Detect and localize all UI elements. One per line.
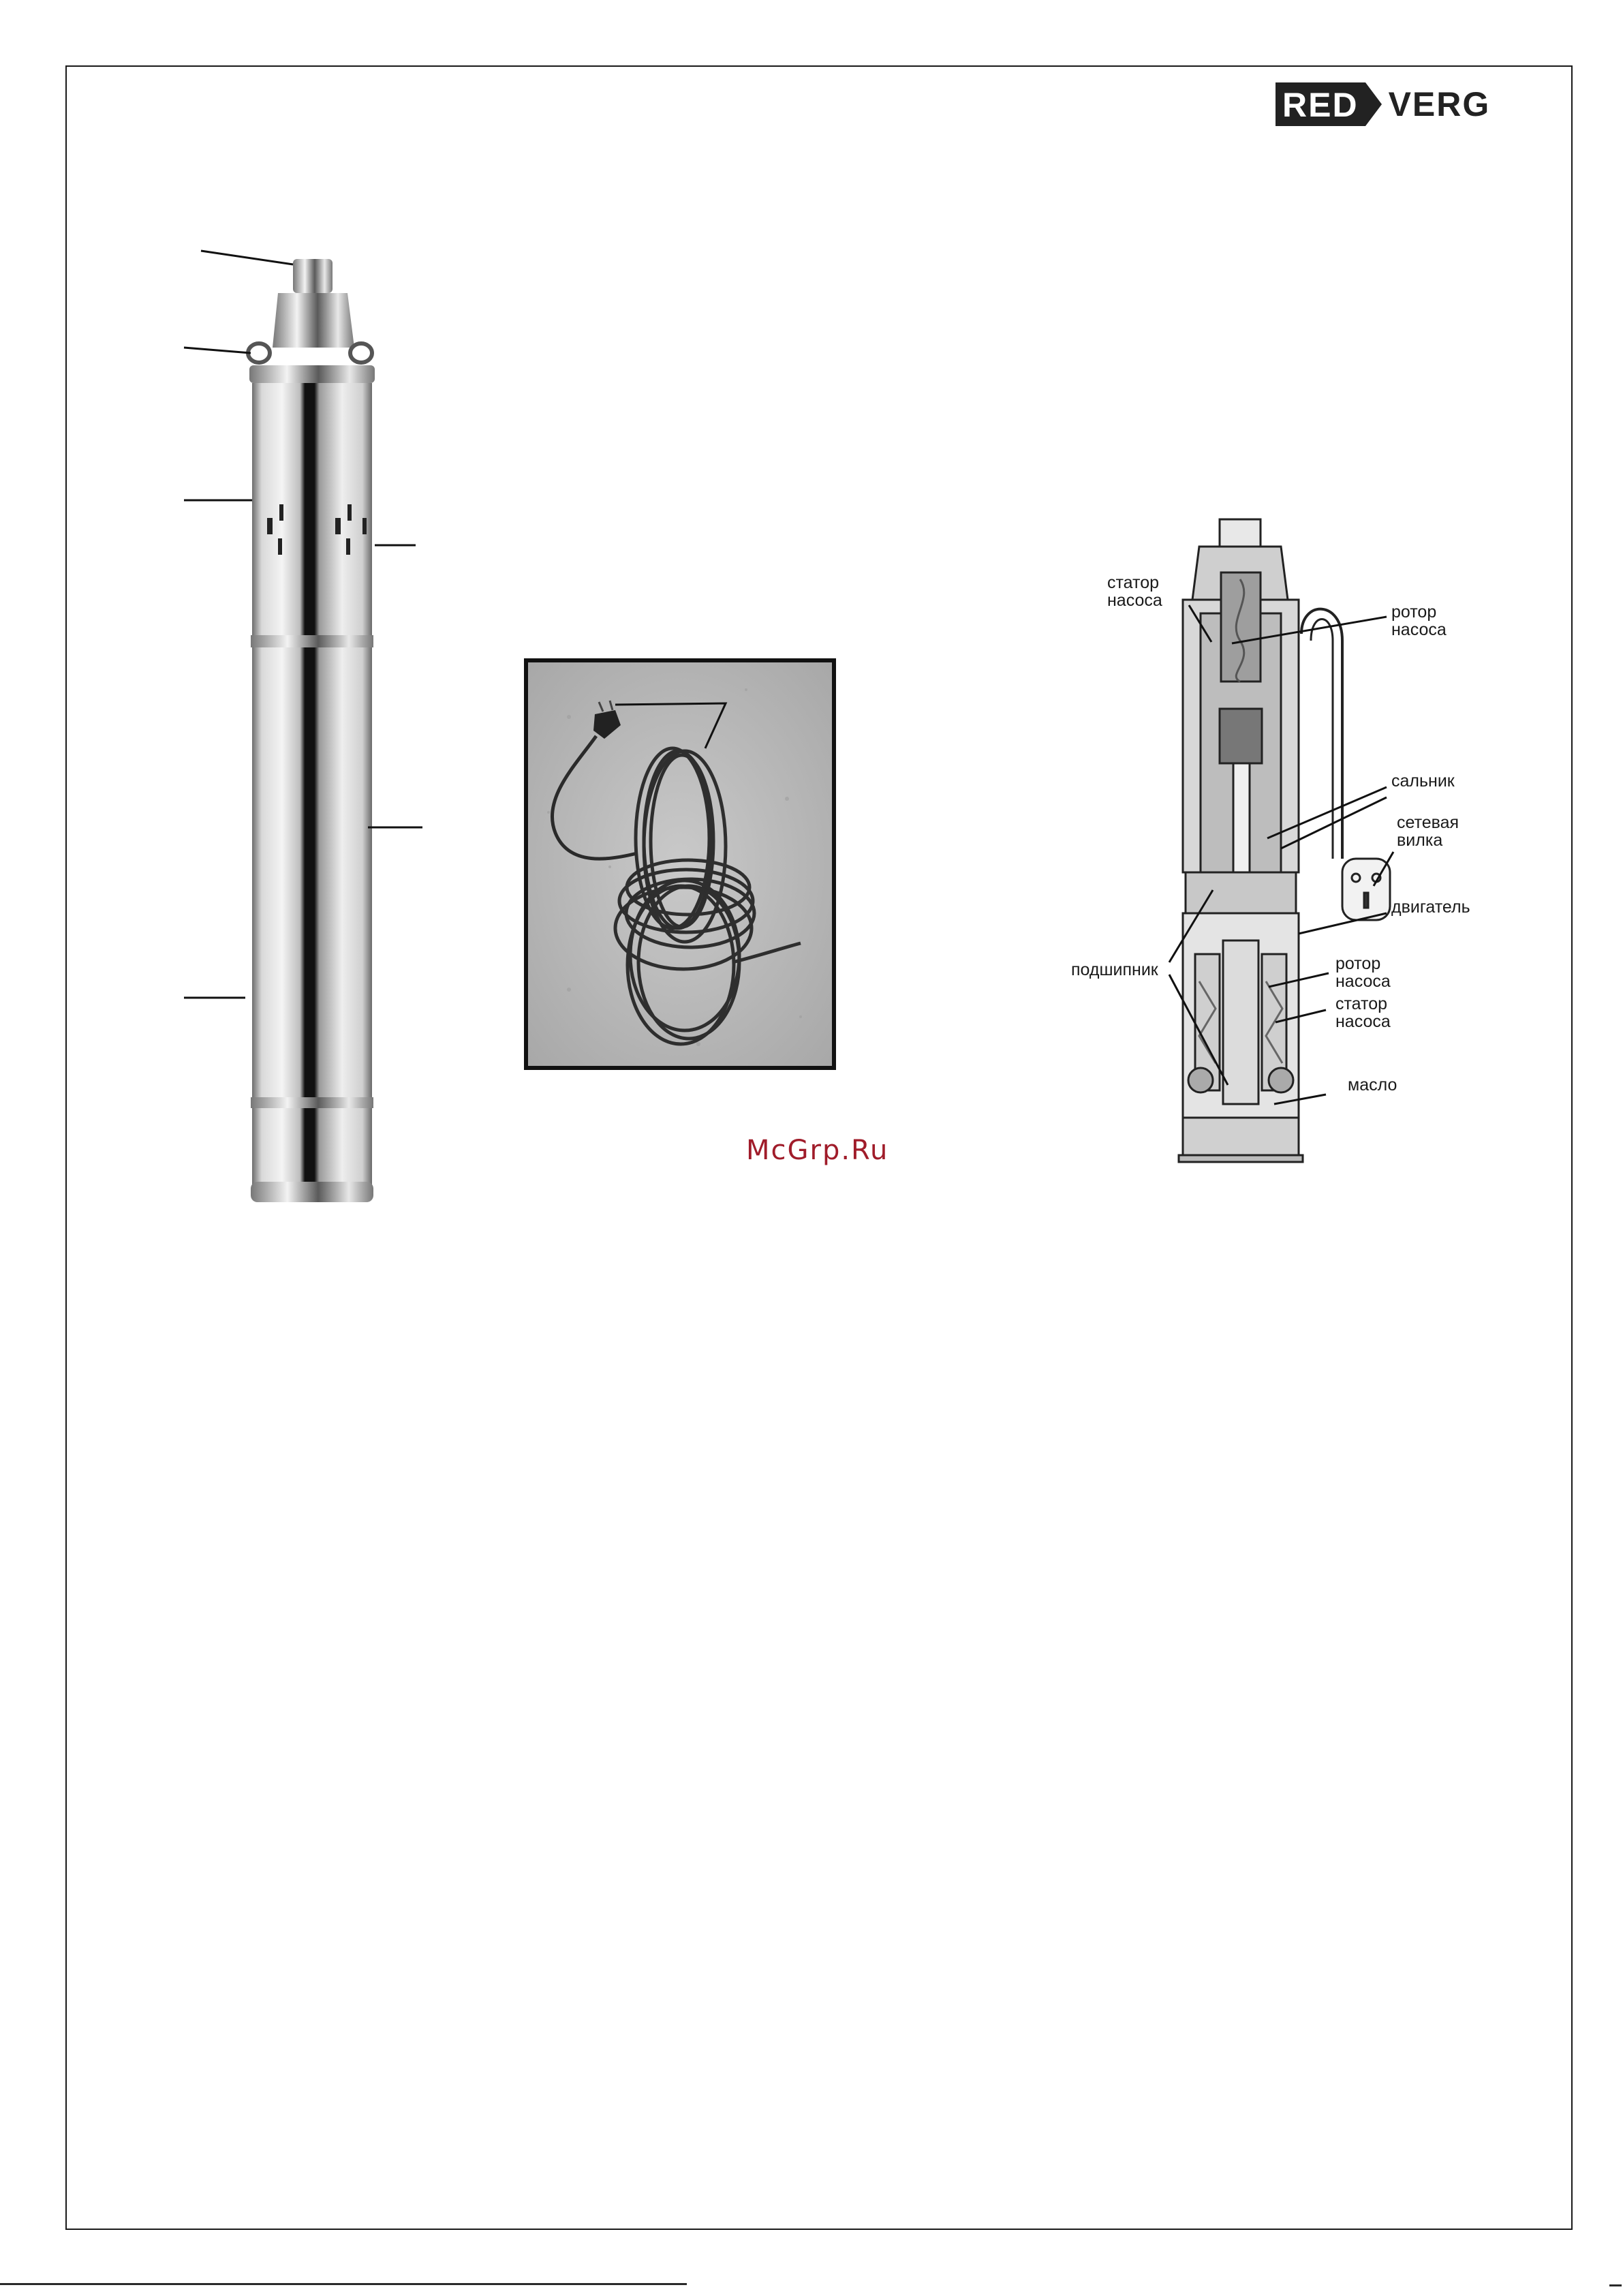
label-plug-2: вилка — [1397, 831, 1443, 850]
label-rotor-motor-2: насоса — [1335, 972, 1391, 991]
label-rotor-pump-top-1: ротор — [1391, 602, 1437, 622]
label-gland: сальник — [1391, 771, 1455, 791]
footer-rule — [0, 2283, 687, 2285]
logo-verg-part: VERG — [1388, 85, 1491, 123]
label-stator-motor-2: насоса — [1335, 1012, 1391, 1031]
label-rotor-motor-1: ротор — [1335, 954, 1381, 973]
cable-coil-illustration — [528, 662, 832, 1066]
label-motor: двигатель — [1391, 898, 1470, 917]
label-stator-motor-1: статор — [1335, 994, 1388, 1013]
footer-tick — [1609, 2284, 1622, 2286]
label-stator-pump-top-2: насоса — [1107, 591, 1162, 610]
logo-red-part: RED — [1276, 82, 1365, 126]
cable-plug-photo — [524, 658, 836, 1070]
label-stator-pump-top-1: статор — [1107, 573, 1160, 592]
watermark-text: McGrp.Ru — [746, 1135, 889, 1166]
label-rotor-pump-top-2: насоса — [1391, 620, 1447, 639]
pump-photo — [157, 232, 450, 1213]
label-bearing: подшипник — [1071, 960, 1158, 979]
brand-logo — [1276, 82, 1490, 127]
label-oil: масло — [1348, 1075, 1397, 1095]
label-plug-1: сетевая — [1397, 813, 1459, 832]
